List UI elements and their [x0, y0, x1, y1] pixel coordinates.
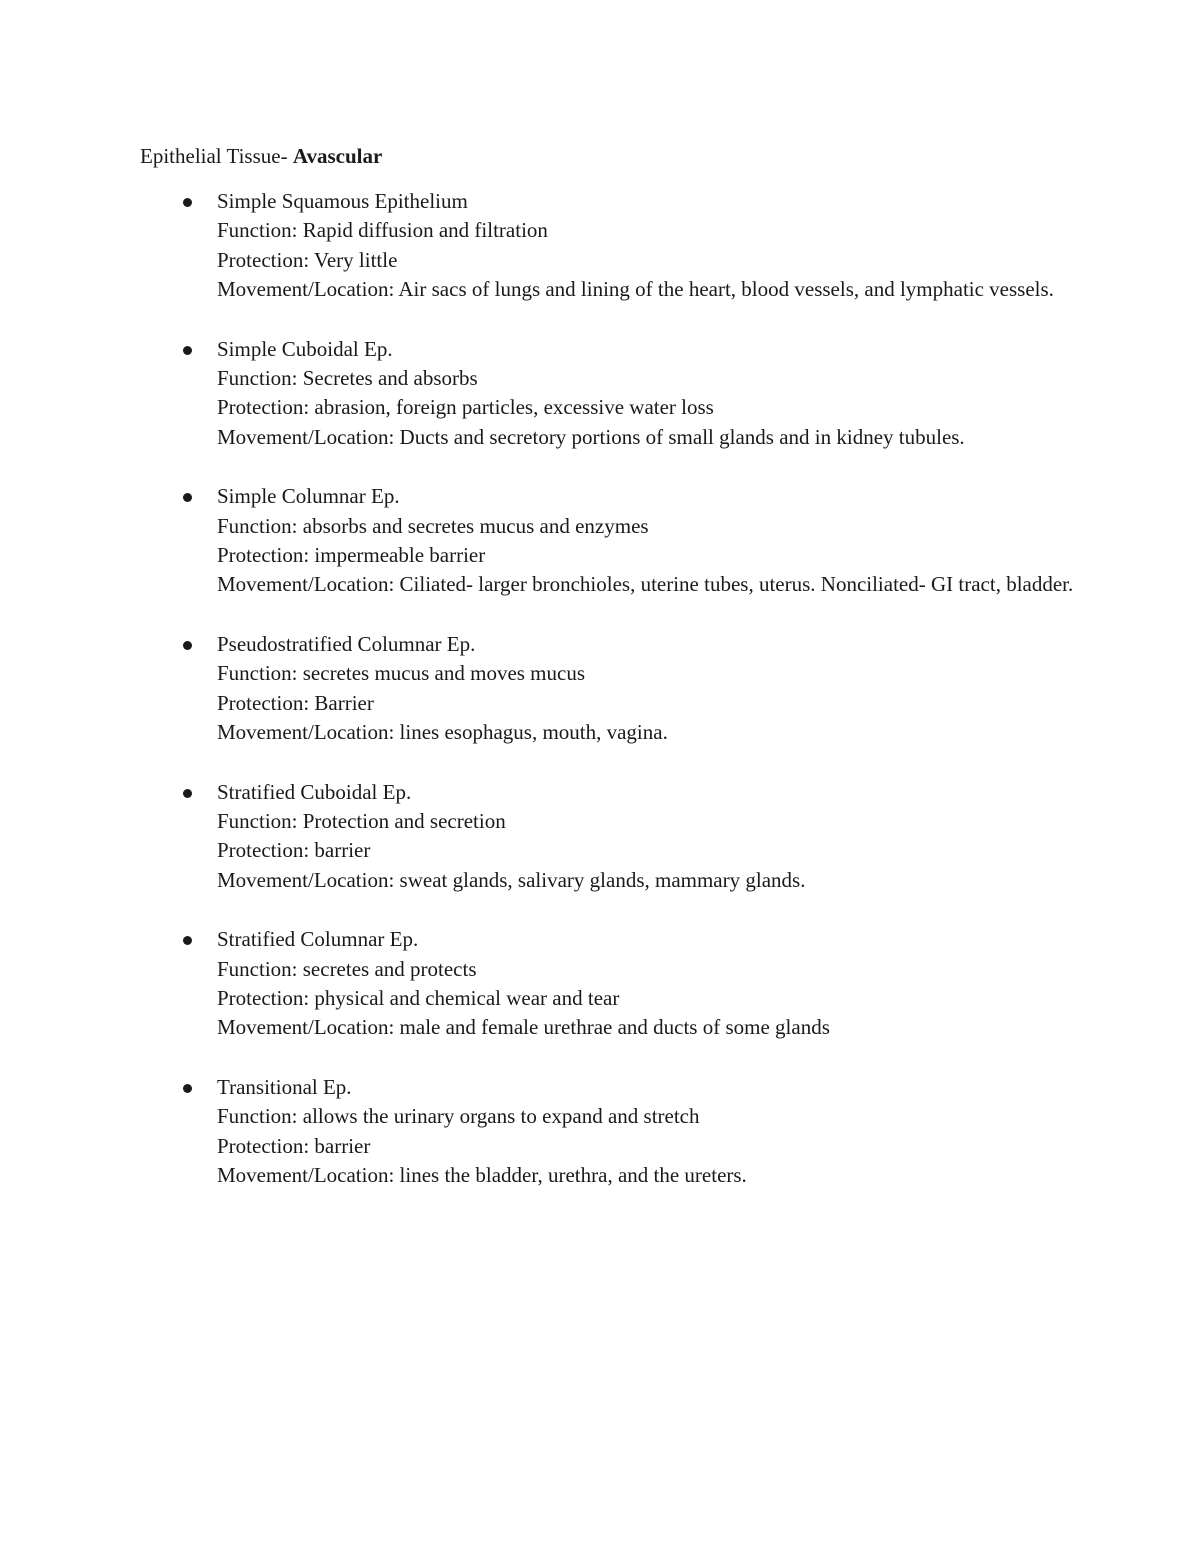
list-item — [0, 1073, 1200, 1191]
tissue-name: Transitional Ep. — [217, 1074, 352, 1099]
tissue-protection: Protection: impermeable barrier — [217, 543, 486, 568]
heading-emphasis: Avascular — [292, 144, 383, 168]
tissue-function: Function: allows the urinary organs to expand and stretch — [217, 1104, 700, 1129]
bullet-icon — [183, 936, 192, 945]
list-item — [0, 187, 1200, 305]
tissue-name: Simple Cuboidal Ep. — [217, 336, 393, 361]
tissue-location: Movement/Location: lines the bladder, urethra, and the ureters. — [217, 1162, 747, 1187]
tissue-name: Stratified Cuboidal Ep. — [217, 779, 412, 804]
tissue-function: Function: Rapid diffusion and filtration — [217, 218, 548, 243]
tissue-name: Stratified Columnar Ep. — [217, 927, 419, 952]
tissue-function: Function: absorbs and secretes mucus and enzymes — [217, 513, 649, 538]
page-heading — [140, 142, 382, 171]
bullet-icon — [183, 641, 192, 650]
tissue-location: Movement/Location: male and female urethrae and ducts of some glands — [217, 1015, 830, 1040]
tissue-protection: Protection: Barrier — [217, 690, 374, 715]
tissue-protection: Protection: Very little — [217, 247, 398, 272]
bullet-icon — [183, 789, 192, 798]
tissue-function: Function: Secretes and absorbs — [217, 366, 478, 391]
tissue-list — [0, 187, 1200, 1220]
tissue-function: Function: secretes mucus and moves mucus — [217, 661, 586, 686]
tissue-protection: Protection: barrier — [217, 838, 371, 863]
tissue-location: Movement/Location: lines esophagus, mouth, vagina. — [217, 720, 668, 745]
tissue-protection: Protection: physical and chemical wear and tear — [217, 985, 620, 1010]
bullet-icon — [183, 1084, 192, 1093]
tissue-name: Simple Columnar Ep. — [217, 484, 400, 509]
tissue-protection: Protection: barrier — [217, 1133, 371, 1158]
tissue-function: Function: Protection and secretion — [217, 808, 506, 833]
list-item — [0, 482, 1200, 600]
bullet-icon — [183, 493, 192, 502]
tissue-location: Movement/Location: Ducts and secretory portions of small glands and in kidney tubules. — [217, 424, 965, 449]
list-item — [0, 778, 1200, 896]
tissue-name: Pseudostratified Columnar Ep. — [217, 631, 476, 656]
tissue-location: Movement/Location: Air sacs of lungs and lining of the heart, blood vessels, and lymphatic vessels. — [217, 277, 1054, 302]
tissue-location: Movement/Location: Ciliated- larger bronchioles, uterine tubes, uterus. Nonciliated- GI tract, bladder. — [217, 572, 1074, 597]
tissue-location: Movement/Location: sweat glands, salivary glands, mammary glands. — [217, 867, 806, 892]
bullet-icon — [183, 346, 192, 355]
tissue-function: Function: secretes and protects — [217, 956, 477, 981]
list-item — [0, 925, 1200, 1043]
list-item — [0, 630, 1200, 748]
bullet-icon — [183, 198, 192, 207]
list-item — [0, 335, 1200, 453]
heading-text: Epithelial Tissue- — [140, 144, 293, 168]
tissue-protection: Protection: abrasion, foreign particles, excessive water loss — [217, 395, 714, 420]
tissue-name: Simple Squamous Epithelium — [217, 189, 468, 213]
